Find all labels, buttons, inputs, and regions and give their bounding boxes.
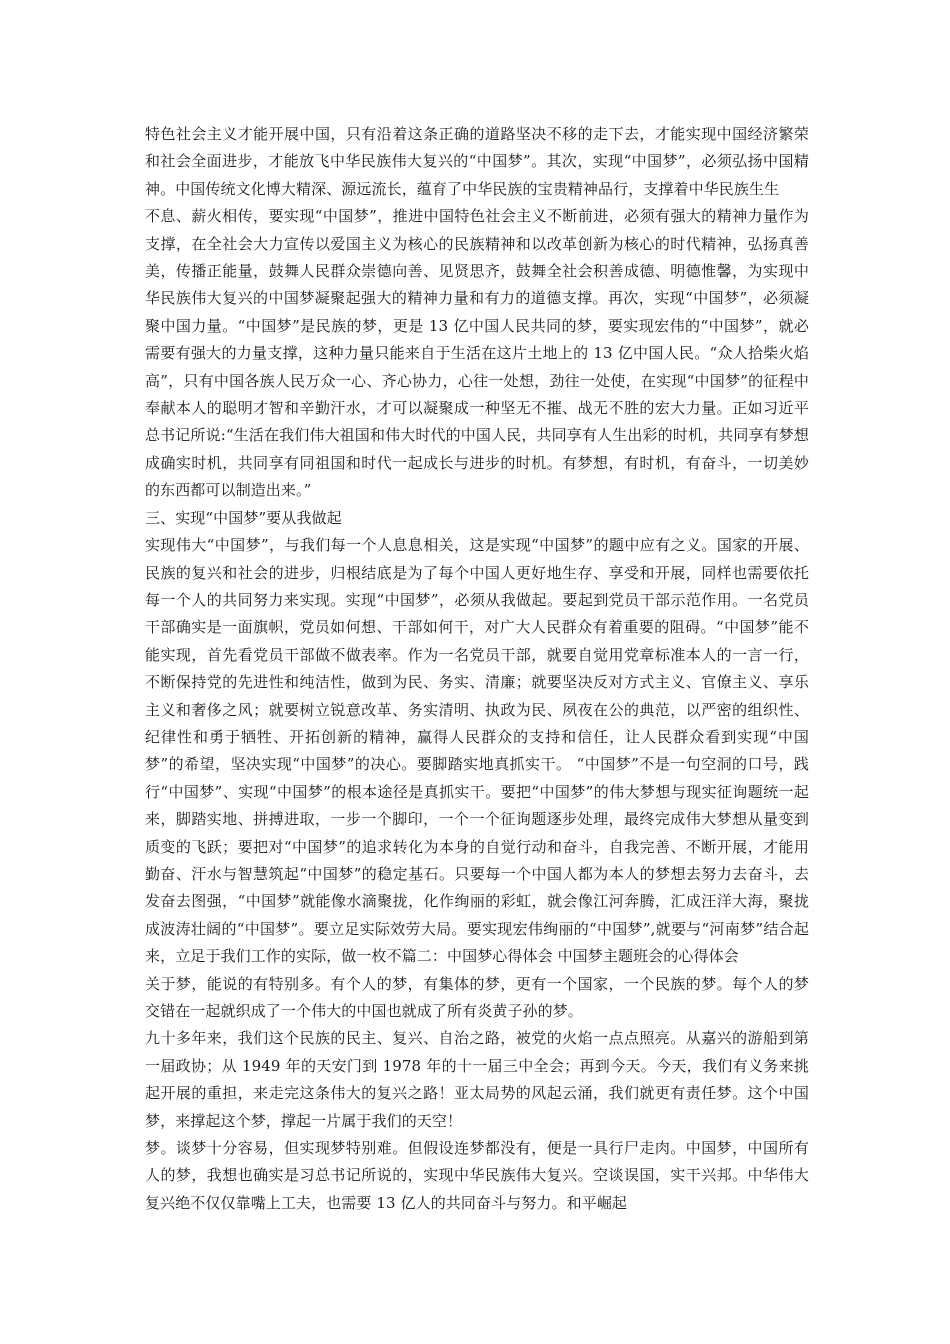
section-heading: 三、实现“中国梦”要从我做起: [145, 508, 342, 527]
document-body: [145, 121, 809, 1217]
paragraph-5: 九十多年来，我们这个民族的民主、复兴、自治之路，被党的火焰一点点照亮。从嘉兴的游船到第一届政协；从 1949 年的天安门到 1978 年的十一届三中全会；再到今天。今天，我们有义务来挑起开展的重担，来走完这条伟大的复兴之路！亚太局势的风起云涌，我们就更有责任梦。这个中国梦，来撑起这个梦，撑起一片属于我们的天空！: [145, 1029, 809, 1130]
paragraph-1: 特色社会主义才能开展中国，只有沿着这条正确的道路坚决不移的走下去，才能实现中国经济繁荣和社会全面进步，才能放飞中华民族伟大复兴的“中国梦”。其次，实现“中国梦”，必须弘扬中国精神。中国传统文化博大精深、源远流长，蕴育了中华民族的宝贵精神品行，支撑着中华民族生生: [145, 125, 809, 198]
paragraph-3: 实现伟大“中国梦”，与我们每一个人息息相关，这是实现“中国梦”的题中应有之义。国家的开展、民族的复兴和社会的进步，归根结底是为了每个中国人更好地生存、享受和开展，同样也需要依托每一个人的共同努力来实现。实现“中国梦”，必须从我做起。要起到党员干部示范作用。一名党员干部确实是一面旗帜，党员如何想、干部如何干，对广大人民群众有着重要的阻碍。“中国梦”能不能实现，首先看党员干部做不做表率。作为一名党员干部，就要自觉用党章标准本人的一言一行，不断保持党的先进性和纯洁性，做到为民、务实、清廉；就要坚决反对方式主义、官僚主义、享乐主义和奢侈之风；就要树立锐意改革、务实清明、执政为民、夙夜在公的典范，以严密的组织性、纪律性和勇于牺牲、开拓创新的精神，赢得人民群众的支持和信任，让人民群众看到实现“中国梦”的希望，坚决实现“中国梦”的决心。要脚踏实地真抓实干。 “中国梦”不是一句空洞的口号，践行“中国梦”、实现“中国梦”的根本途径是真抓实干。要把“中国梦”的伟大梦想与现实征询题统一起来，脚踏实地、拼搏进取，一步一个脚印，一个一个征询题逐步处理，最终完成伟大梦想从量变到质变的飞跃；要把对“中国梦”的追求转化为本身的自觉行动和奋斗，自我完善、不断开展，才能用勤奋、汗水与智慧筑起“中国梦”的稳定基石。只要每一个中国人都为本人的梦想去努力去奋斗，去发奋去图强，“中国梦”就能像水滴聚拢，化作绚丽的彩虹，就会像江河奔腾，汇成汪洋大海，聚拢成波涛壮阔的“中国梦”。要立足实际效劳大局。要实现宏伟绚丽的“中国梦”,就要与“河南梦”结合起来，立足于我们工作的实际，做一枚不篇二：中国梦心得体会 中国梦主题班会的心得体会: [145, 536, 809, 966]
paragraph-4: 关于梦，能说的有特别多。有个人的梦，有集体的梦，更有一个国家，一个民族的梦。每个人的梦交错在一起就织成了一个伟大的中国也就成了所有炎黄子孙的梦。: [145, 974, 809, 1020]
paragraph-6: 梦。谈梦十分容易，但实现梦特别难。但假设连梦都没有，便是一具行尸走肉。中国梦，中国所有人的梦，我想也确实是习总书记所说的，实现中华民族伟大复兴。空谈误国，实干兴邦。中华伟大复兴绝不仅仅靠嘴上工夫，也需要 13 亿人的共同奋斗与努力。和平崛起: [145, 1139, 809, 1212]
paragraph-2: 不息、薪火相传，要实现“中国梦”，推进中国特色社会主义不断前进，必须有强大的精神力量作为支撑，在全社会大力宣传以爱国主义为核心的民族精神和以改革创新为核心的时代精神，弘扬真善美，传播正能量，鼓舞人民群众崇德向善、见贤思齐，鼓舞全社会积善成德、明德惟馨，为实现中华民族伟大复兴的中国梦凝聚起强大的精神力量和有力的道德支撑。再次，实现“中国梦”，必须凝聚中国力量。“中国梦”是民族的梦，更是 13 亿中国人民共同的梦，要实现宏伟的“中国梦”，就必需要有强大的力量支撑，这种力量只能来自于生活在这片土地上的 13 亿中国人民。“众人拾柴火焰高”，只有中国各族人民万众一心、齐心协力，心往一处想，劲往一处使，在实现“中国梦”的征程中奉献本人的聪明才智和辛勤汗水，才可以凝聚成一种坚无不摧、战无不胜的宏大力量。正如习近平总书记所说:“生活在我们伟大祖国和伟大时代的中国人民，共同享有人生出彩的时机，共同享有梦想成确实时机，共同享有同祖国和时代一起成长与进步的时机。有梦想，有时机，有奋斗，一切美妙的东西都可以制造出来。”: [145, 207, 809, 500]
